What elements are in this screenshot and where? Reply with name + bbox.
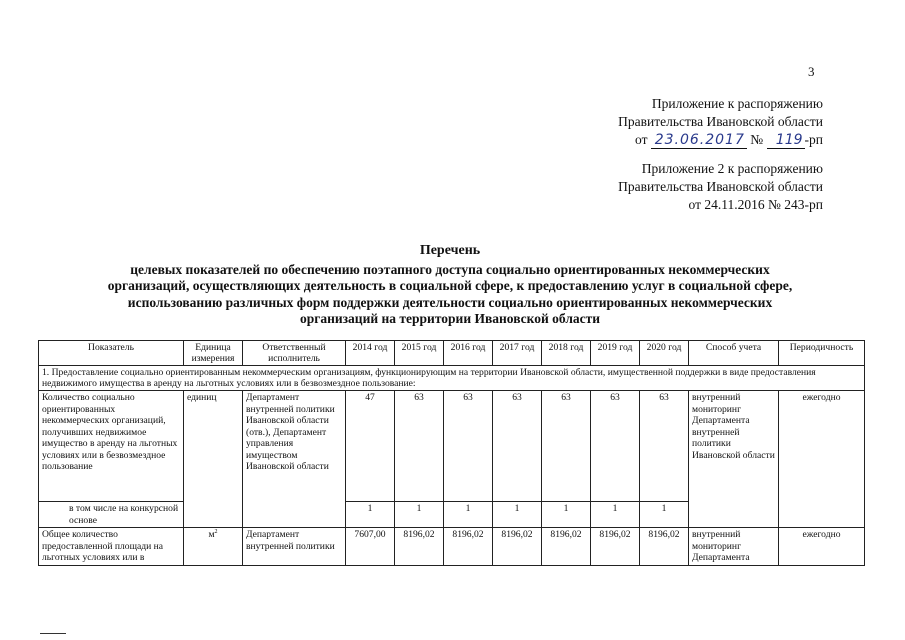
row1-sub-period xyxy=(779,502,865,528)
table-row xyxy=(39,391,865,502)
appendix2-block xyxy=(618,160,823,214)
row1-method: внутренний мониторинг Департамента внутренней политики Ивановской области xyxy=(689,391,779,502)
row2-value: 7607,00 xyxy=(346,528,395,566)
row1-sub-responsible xyxy=(243,502,346,528)
row1-value: 63 xyxy=(640,391,689,502)
section-row xyxy=(39,366,865,391)
row1-value: 47 xyxy=(346,391,395,502)
row2-unit-sup: 2 xyxy=(214,528,218,535)
row2-period: ежегодно xyxy=(779,528,865,566)
header-year: 2019 год xyxy=(591,341,640,366)
header-unit: Единица измерения xyxy=(184,341,243,366)
document-title xyxy=(60,243,840,328)
appendix2-line-1: Приложение 2 к распоряжению xyxy=(641,161,823,176)
row1-sub-value: 1 xyxy=(640,502,689,528)
row1-sub-indicator: в том числе на конкурсной основе xyxy=(39,502,184,528)
appendix-line-1: Приложение к распоряжению xyxy=(651,96,823,111)
row1-value: 63 xyxy=(444,391,493,502)
appendix-ot: от xyxy=(635,132,648,147)
row1-indicator: Количество социально ориентированных некоммерческих организаций, получивших недвижимое имущество в аренду на льготных условиях или в безвозмездное пользование xyxy=(39,391,184,502)
row2-value: 8196,02 xyxy=(542,528,591,566)
row2-unit xyxy=(184,528,243,566)
handwritten-date: 23.06.2017 xyxy=(651,133,747,149)
row2-value: 8196,02 xyxy=(444,528,493,566)
appendix2-line-2: Правительства Ивановской области xyxy=(618,179,823,194)
row2-indicator: Общее количество предоставленной площади на льготных условиях или в xyxy=(39,528,184,566)
row1-sub-value: 1 xyxy=(591,502,640,528)
row2-method: внутренний мониторинг Департамента xyxy=(689,528,779,566)
footer-divider xyxy=(40,633,66,634)
header-year: 2014 год xyxy=(346,341,395,366)
appendix-line-2: Правительства Ивановской области xyxy=(618,114,823,129)
indicators-table xyxy=(38,340,865,566)
row1-sub-value: 1 xyxy=(542,502,591,528)
title-line-3: использованию различных форм поддержки деятельности социально ориентированных некоммерческих xyxy=(127,294,773,310)
row1-period: ежегодно xyxy=(779,391,865,502)
row1-value: 63 xyxy=(395,391,444,502)
appendix-no-sign: № xyxy=(750,132,764,147)
row1-sub-value: 1 xyxy=(444,502,493,528)
header-period: Периодичность xyxy=(779,341,865,366)
table-row xyxy=(39,528,865,566)
row2-value: 8196,02 xyxy=(493,528,542,566)
row1-sub-unit xyxy=(184,502,243,528)
header-indicator: Показатель xyxy=(39,341,184,366)
row1-sub-value: 1 xyxy=(346,502,395,528)
header-year: 2015 год xyxy=(395,341,444,366)
page-number: 3 xyxy=(808,64,815,79)
row1-unit: единиц xyxy=(184,391,243,502)
row1-sub-value: 1 xyxy=(493,502,542,528)
appendix-suffix: -рп xyxy=(804,132,823,147)
row2-value: 8196,02 xyxy=(591,528,640,566)
row1-sub-method xyxy=(689,502,779,528)
row1-sub-value: 1 xyxy=(395,502,444,528)
appendix-block xyxy=(618,95,823,149)
row1-responsible: Департамент внутренней политики Ивановской области (отв.), Департамент управления имуществом Ивановской области xyxy=(243,391,346,502)
header-method: Способ учета xyxy=(689,341,779,366)
header-year: 2020 год xyxy=(640,341,689,366)
title-main: Перечень xyxy=(419,243,481,258)
row2-unit-text: м xyxy=(208,529,215,540)
row2-responsible: Департамент внутренней политики xyxy=(243,528,346,566)
appendix2-line-3: от 24.11.2016 № 243-рп xyxy=(688,197,823,212)
header-year: 2017 год xyxy=(493,341,542,366)
appendix-date-line xyxy=(618,131,823,149)
header-year: 2018 год xyxy=(542,341,591,366)
header-responsible: Ответственный исполнитель xyxy=(243,341,346,366)
row1-value: 63 xyxy=(493,391,542,502)
handwritten-number: 119 xyxy=(767,133,805,149)
title-line-2: организаций, осуществляющих деятельность в социальной сфере, к предоставлению услуг в социальной сфере, xyxy=(107,278,793,293)
row1-value: 63 xyxy=(591,391,640,502)
title-line-4: организаций на территории Ивановской области xyxy=(299,311,601,326)
section-1-title: 1. Предоставление социально ориентированным некоммерческим организациям, функционирующим на территории Ивановской области, имущественной поддержки в виде предоставления недвижимого имущества в аренду на льготных условиях или в безвозмездное пользование: xyxy=(39,366,865,391)
title-line-1: целевых показателей по обеспечению поэтапного доступа социально ориентированных некоммерческих xyxy=(130,261,770,277)
row2-value: 8196,02 xyxy=(395,528,444,566)
header-year: 2016 год xyxy=(444,341,493,366)
row2-value: 8196,02 xyxy=(640,528,689,566)
table-header-row xyxy=(39,341,865,366)
table-row xyxy=(39,502,865,528)
row1-value: 63 xyxy=(542,391,591,502)
